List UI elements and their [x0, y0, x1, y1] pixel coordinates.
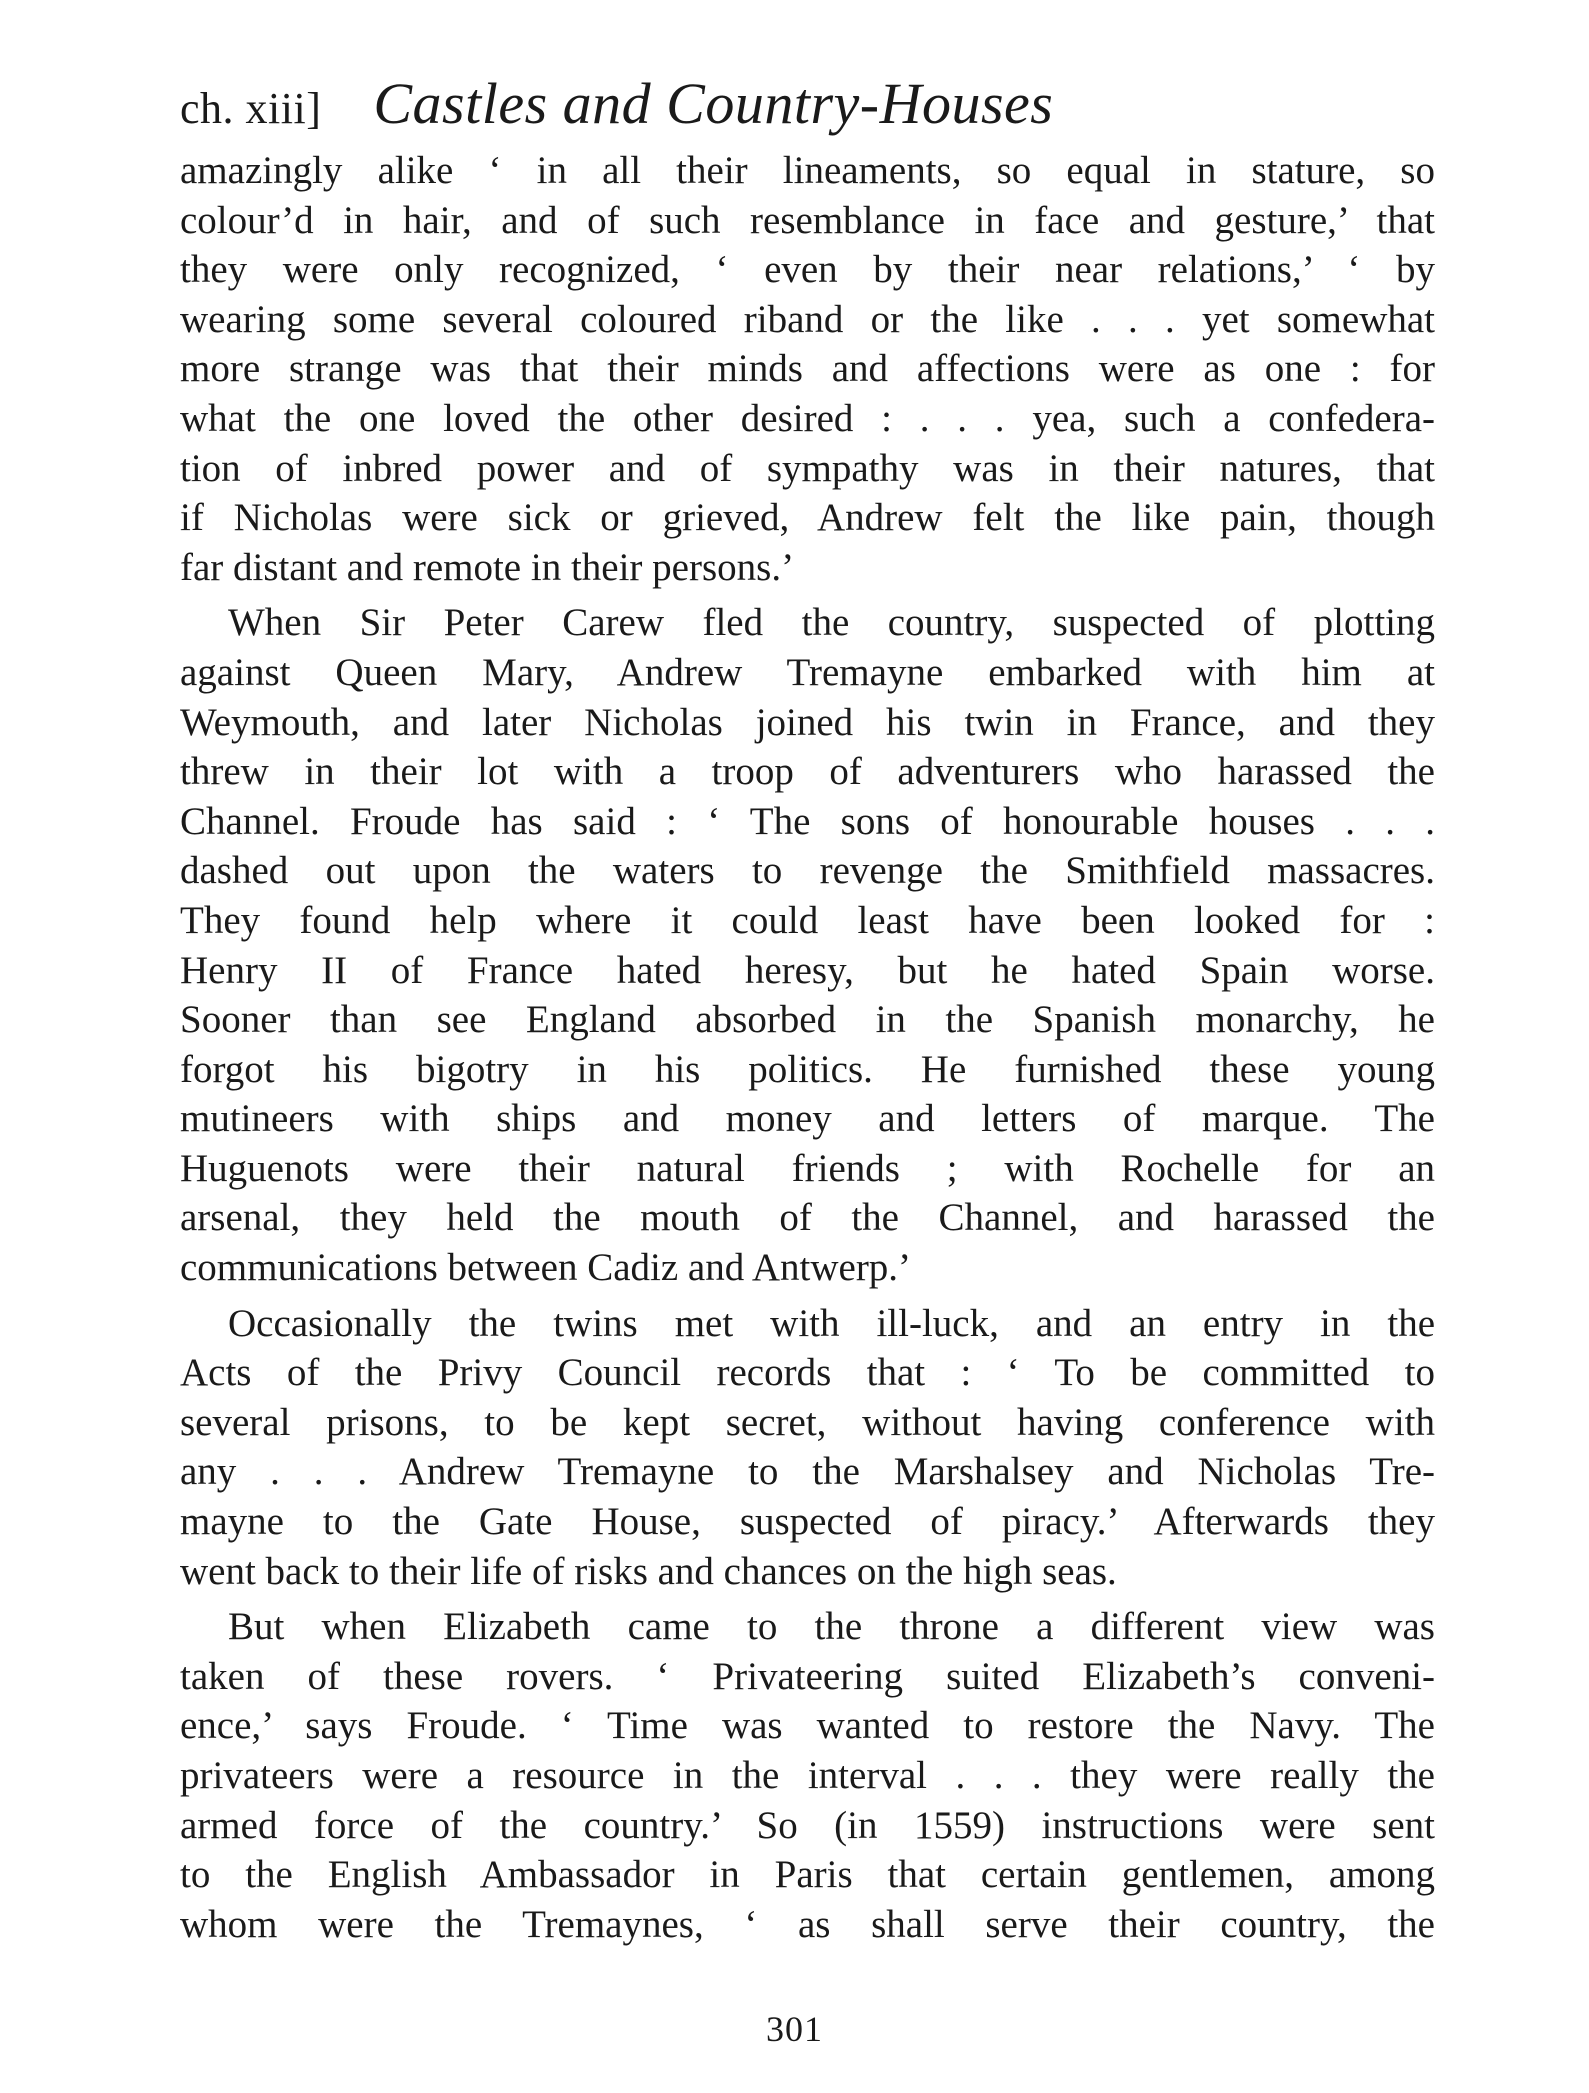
text-line: tion of inbred power and of sympathy was in their natures, that: [180, 446, 1435, 490]
running-title: Castles and Country-Houses: [373, 71, 1054, 136]
text-line: taken of these rovers. ‘ Privateering suited Elizabeth’s conveni-: [180, 1654, 1435, 1698]
text-line: far distant and remote in their persons.’: [180, 545, 795, 589]
paragraph: [180, 1602, 1435, 1949]
page-number: 301: [766, 2009, 823, 2049]
text-line: They found help where it could least have been looked for :: [180, 898, 1435, 942]
body-text: [180, 146, 1435, 1949]
text-line: amazingly alike ‘ in all their lineaments, so equal in stature, so: [180, 149, 1435, 192]
running-header: [180, 70, 1430, 140]
text-line: any . . . Andrew Tremayne to the Marshalsey and Nicholas Tre-: [180, 1450, 1435, 1494]
text-line: Weymouth, and later Nicholas joined his twin in France, and they: [180, 700, 1435, 744]
paragraph: [180, 598, 1435, 1292]
text-line: Henry II of France hated heresy, but he hated Spain worse.: [180, 948, 1435, 992]
text-line: if Nicholas were sick or grieved, Andrew felt the like pain, though: [180, 496, 1435, 540]
text-line: more strange was that their minds and affections were as one : for: [180, 347, 1435, 391]
text-line: arsenal, they held the mouth of the Channel, and harassed the: [180, 1196, 1435, 1240]
text-line: communications between Cadiz and Antwerp.’: [180, 1246, 912, 1290]
chapter-reference: ch. xiii]: [180, 84, 322, 133]
text-line: mutineers with ships and money and letters of marque. The: [180, 1097, 1435, 1141]
text-line: Acts of the Privy Council records that : ‘ To be committed to: [180, 1351, 1435, 1395]
text-line: threw in their lot with a troop of adventurers who harassed the: [180, 750, 1435, 794]
text-line: mayne to the Gate House, suspected of piracy.’ Afterwards they: [180, 1500, 1435, 1544]
text-line: several prisons, to be kept secret, without having conference with: [180, 1400, 1435, 1444]
text-line: wearing some several coloured riband or the like . . . yet somewhat: [180, 297, 1435, 341]
paragraph: [180, 1299, 1435, 1597]
text-line: went back to their life of risks and chances on the high seas.: [180, 1549, 1117, 1593]
text-line: Occasionally the twins met with ill-luck, and an entry in the: [228, 1301, 1435, 1345]
text-line: Channel. Froude has said : ‘ The sons of honourable houses . . .: [180, 799, 1435, 843]
text-line: armed force of the country.’ So (in 1559) instructions were sent: [180, 1803, 1435, 1847]
text-line: what the one loved the other desired : . . . yea, such a confedera-: [180, 396, 1435, 440]
text-line: whom were the Tremaynes, ‘ as shall serve their country, the: [180, 1902, 1435, 1946]
paragraph: [180, 146, 1435, 592]
text-line: Sooner than see England absorbed in the Spanish monarchy, he: [180, 998, 1435, 1042]
text-line: they were only recognized, ‘ even by their near relations,’ ‘ by: [180, 248, 1435, 292]
text-line: But when Elizabeth came to the throne a different view was: [228, 1605, 1435, 1649]
text-line: When Sir Peter Carew fled the country, suspected of plotting: [228, 601, 1435, 645]
text-line: ence,’ says Froude. ‘ Time was wanted to restore the Navy. The: [180, 1704, 1435, 1748]
text-line: Huguenots were their natural friends ; with Rochelle for an: [180, 1146, 1435, 1190]
text-line: forgot his bigotry in his politics. He furnished these young: [180, 1047, 1435, 1091]
text-line: privateers were a resource in the interval . . . they were really the: [180, 1754, 1435, 1797]
text-line: to the English Ambassador in Paris that certain gentlemen, among: [180, 1853, 1435, 1897]
text-line: against Queen Mary, Andrew Tremayne embarked with him at: [180, 650, 1435, 694]
text-line: colour’d in hair, and of such resemblance in face and gesture,’ that: [180, 198, 1435, 242]
text-line: dashed out upon the waters to revenge the Smithfield massacres.: [180, 849, 1435, 893]
